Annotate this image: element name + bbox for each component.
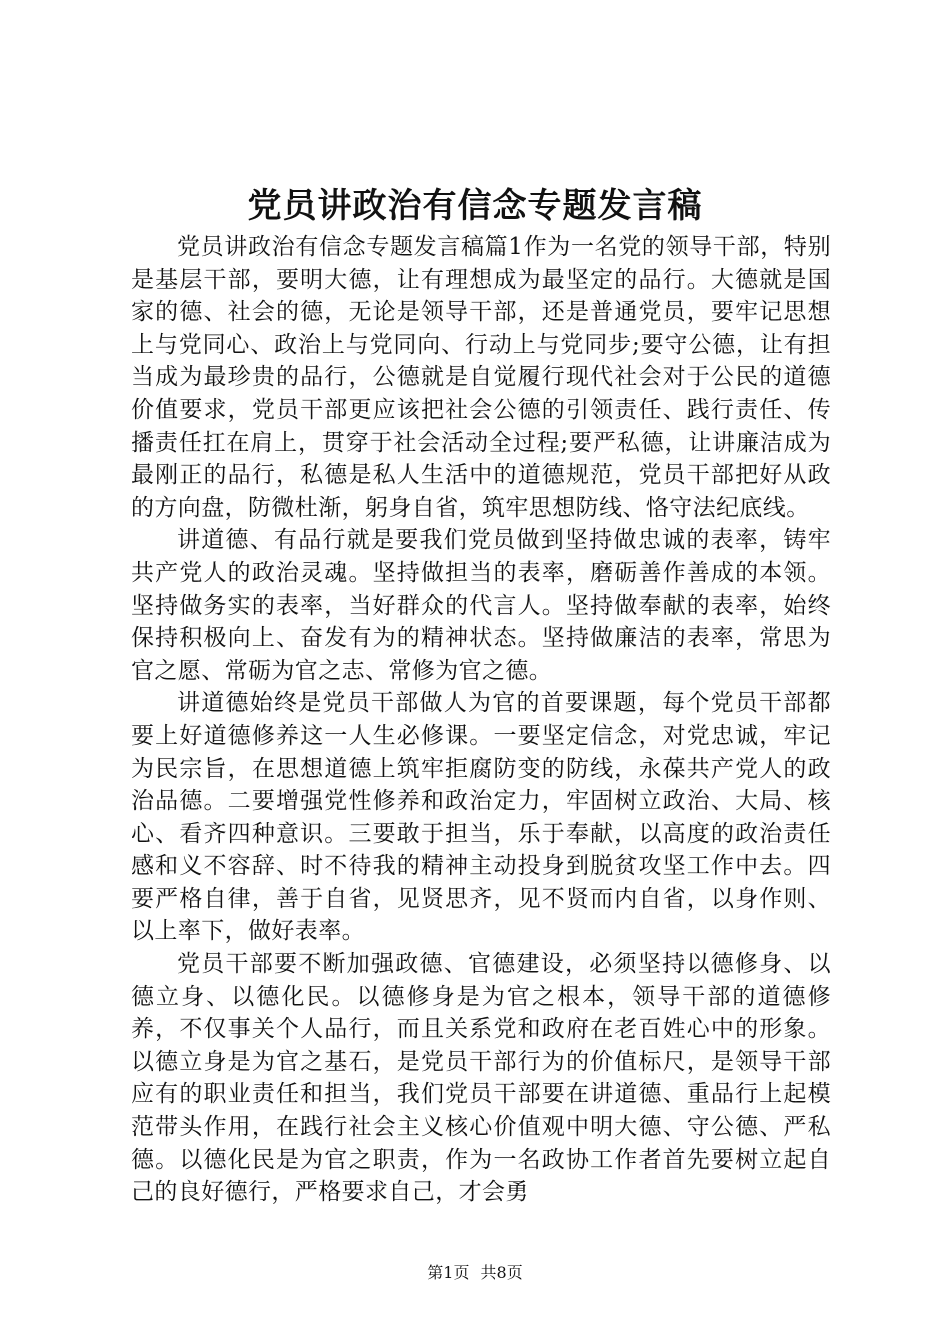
document-title: 党员讲政治有信念专题发言稿 xyxy=(247,186,703,226)
paragraph-4: 党员干部要不断加强政德、官德建设，必须坚持以德修身、以德立身、以德化民。以德修身是为官之根本，领导干部的道德修养，不仅事关个人品行，而且关系党和政府在老百姓心中的形象。以德立身是为官之基石，是党员干部行为的价值标尺，是领导干部应有的职业责任和担当，我们党员干部要在讲道德、重品行上起模范带头作用，在践行社会主义核心价值观中明大德、守公德、严私德。以德化民是为官之职责，作为一名政协工作者首先要树立起自己的良好德行，严格要求自己，才会勇 xyxy=(131,951,831,1206)
page-total: 共8页 xyxy=(480,1263,523,1282)
paragraph-3: 讲道德始终是党员干部做人为官的首要课题，每个党员干部都要上好道德修养这一人生必修课。一要坚定信念，对党忠诚，牢记为民宗旨，在思想道德上筑牢拒腐防变的防线，永葆共产党人的政治品德。二要增强党性修养和政治定力，牢固树立政治、大局、核心、看齐四种意识。三要敢于担当，乐于奉献，以高度的政治责任感和义不容辞、时不待我的精神主动投身到脱贫攻坚工作中去。四要严格自律，善于自省，见贤思齐，见不贤而内自省，以身作则、以上率下，做好表率。 xyxy=(131,690,831,945)
document-body xyxy=(131,231,831,1209)
page-footer xyxy=(0,1262,950,1284)
page-number: 第1页 xyxy=(427,1263,470,1282)
paragraph-2: 讲道德、有品行就是要我们党员做到坚持做忠诚的表率，铸牢共产党人的政治灵魂。坚持做担当的表率，磨砺善作善成的本领。坚持做务实的表率，当好群众的代言人。坚持做奉献的表率，始终保持积极向上、奋发有为的精神状态。坚持做廉洁的表率，常思为官之愿、常砺为官之志、常修为官之德。 xyxy=(131,527,831,684)
paragraph-1: 党员讲政治有信念专题发言稿篇1作为一名党的领导干部，特别是基层干部，要明大德，让有理想成为最坚定的品行。大德就是国家的德、社会的德，无论是领导干部，还是普通党员，要牢记思想上与党同心、政治上与党同向、行动上与党同步;要守公德，让有担当成为最珍贵的品行，公德就是自觉履行现代社会对于公民的道德价值要求，党员干部更应该把社会公德的引领责任、践行责任、传播责任扛在肩上，贯穿于社会活动全过程;要严私德，让讲廉洁成为最刚正的品行，私德是私人生活中的道德规范，党员干部把好从政的方向盘，防微杜渐，躬身自省，筑牢思想防线、恪守法纪底线。 xyxy=(131,234,831,521)
